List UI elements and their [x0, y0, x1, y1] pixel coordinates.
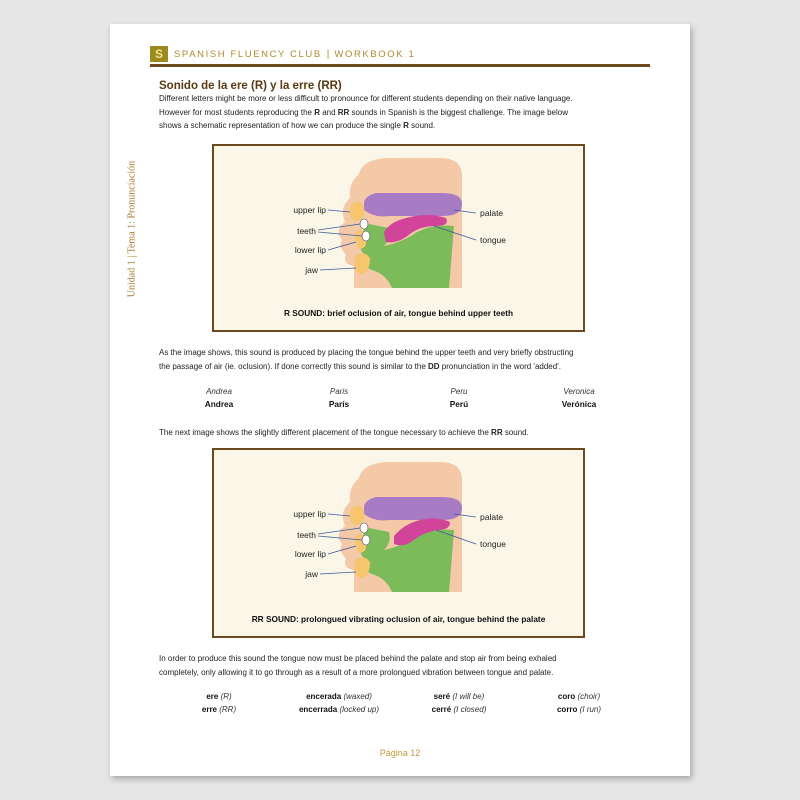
intro-line-3: shows a schematic representation of how we can produce the single R sound.	[159, 121, 436, 130]
page-header	[150, 44, 415, 64]
minimal-pairs	[159, 690, 639, 716]
brand-name: SPANISH FLUENCY CLUB	[174, 48, 322, 60]
workbook-label: WORKBOOK 1	[334, 48, 416, 60]
label-upper-lip: upper lip	[293, 509, 326, 519]
rr-sound-figure	[212, 448, 585, 638]
explain-section	[159, 346, 639, 373]
label-lower-lip: lower lip	[294, 549, 326, 559]
header-separator: |	[326, 48, 330, 60]
r-sound-figure	[212, 144, 585, 332]
name-example: Paris París	[328, 387, 350, 409]
label-upper-lip: upper lip	[293, 205, 326, 215]
intro-section	[159, 80, 639, 133]
label-tongue: tongue	[480, 539, 506, 549]
explain-line-2: the passage of air (ie. oclusion). If done correctly this sound is similar to the DD pronunciation in the word 'added'.	[159, 361, 561, 371]
label-palate: palate	[480, 208, 504, 218]
order-section	[159, 652, 639, 679]
r-sound-caption: R SOUND: brief oclusion of air, tongue behind upper teeth	[283, 308, 514, 318]
mouth-diagram-rr	[214, 450, 583, 600]
explain-line-1: As the image shows, this sound is produced by placing the tongue behind the upper teeth and very briefly obstructing	[159, 348, 574, 357]
section-title: Sonido de la ere (R) y la erre (RR)	[159, 80, 342, 92]
label-lower-lip: lower lip	[294, 245, 326, 255]
word-pair: ere (R) erre (RR)	[201, 692, 237, 714]
order-line-1: In order to produce this sound the tongue now must be placed behind the palate and stop air from being exhaled	[159, 654, 557, 663]
label-tongue: tongue	[480, 235, 506, 245]
name-example: Andrea Andrea	[204, 387, 234, 409]
label-palate: palate	[480, 512, 504, 522]
name-example: Peru Perú	[449, 387, 469, 409]
next-section	[159, 426, 639, 440]
intro-line-1: Different letters might be more or less difficult to pronounce for different students depending on their native language.	[159, 94, 573, 103]
mouth-diagram-r	[214, 146, 583, 296]
side-unit-label: Unidad 1 | Tema 1: Pronunciación	[126, 160, 138, 298]
label-jaw: jaw	[305, 569, 318, 579]
name-example: Veronica Verónica	[561, 387, 597, 409]
order-line-2: completely, only allowing it to go through as a result of a more prolongued vibration between tongue and palate.	[159, 667, 554, 677]
rr-sound-caption: RR SOUND: prolongued vibrating oclusion of air, tongue behind the palate	[251, 614, 546, 624]
next-line: The next image shows the slightly different placement of the tongue necessary to achieve the RR sound.	[159, 428, 529, 437]
header-rule	[150, 64, 650, 67]
page-number: Página 12	[379, 748, 421, 758]
intro-line-2: However for most students reproducing the R and RR sounds in Spanish is the biggest challenge. The image below	[159, 107, 568, 117]
word-pair: seré (I will be) cerré (I closed)	[431, 692, 487, 714]
label-jaw: jaw	[305, 265, 318, 275]
workbook-page	[110, 24, 690, 776]
word-pair: coro (choir) corro (I run)	[556, 692, 602, 714]
label-teeth: teeth	[297, 530, 316, 540]
name-examples	[159, 386, 639, 410]
label-teeth: teeth	[297, 226, 316, 236]
club-logo-icon: S	[150, 46, 168, 62]
word-pair: encerada (waxed) encerrada (locked up)	[298, 692, 380, 714]
